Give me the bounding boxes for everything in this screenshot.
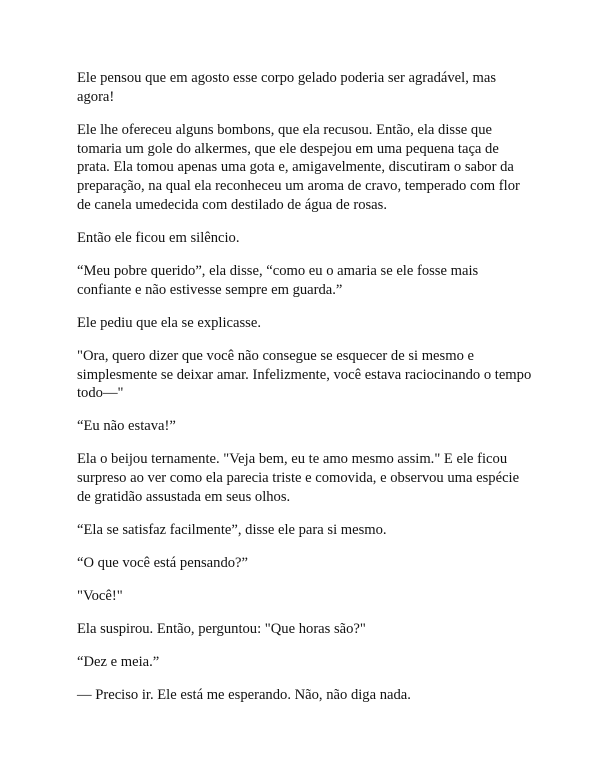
paragraph: “Ela se satisfaz facilmente”, disse ele para si mesmo. (77, 521, 387, 538)
paragraph: Ele pensou que em agosto esse corpo gelado poderia ser agradável, mas agora! (77, 70, 497, 105)
document-page (77, 69, 535, 719)
paragraph: "Ora, quero dizer que você não consegue se esquecer de si mesmo e simplesmente se deixar amar. Infelizmente, você estava raciocinando o tempo todo—" (77, 347, 532, 402)
paragraph: Ele pediu que ela se explicasse. (77, 314, 261, 331)
paragraph: Então ele ficou em silêncio. (77, 229, 240, 246)
paragraph: “O que você está pensando?” (77, 554, 248, 571)
paragraph: “Dez e meia.” (77, 653, 160, 670)
paragraph: — Preciso ir. Ele está me esperando. Não, não diga nada. (77, 686, 411, 703)
paragraph: Ela o beijou ternamente. "Veja bem, eu te amo mesmo assim." E ele ficou surpreso ao ver como ela parecia triste e comovida, e observou uma espécie de gratidão assustada em seus olhos. (77, 451, 520, 505)
paragraph: "Você!" (77, 587, 123, 604)
paragraph: “Meu pobre querido”, ela disse, “como eu o amaria se ele fosse mais confiante e não estivesse sempre em guarda.” (77, 262, 479, 298)
paragraph: Ela suspirou. Então, perguntou: "Que horas são?" (77, 620, 366, 637)
paragraph: “Eu não estava!” (77, 418, 176, 435)
paragraph: Ele lhe ofereceu alguns bombons, que ela recusou. Então, ela disse que tomaria um gole do alkermes, que ele despejou em uma pequena taça de prata. Ela tomou apenas uma gota e, amigavelmente, discutiram o sabor da preparação, na qual ela reconheceu um aroma de cravo, temperado com flor de canela umedecida com destilado de água de rosas. (77, 121, 520, 213)
